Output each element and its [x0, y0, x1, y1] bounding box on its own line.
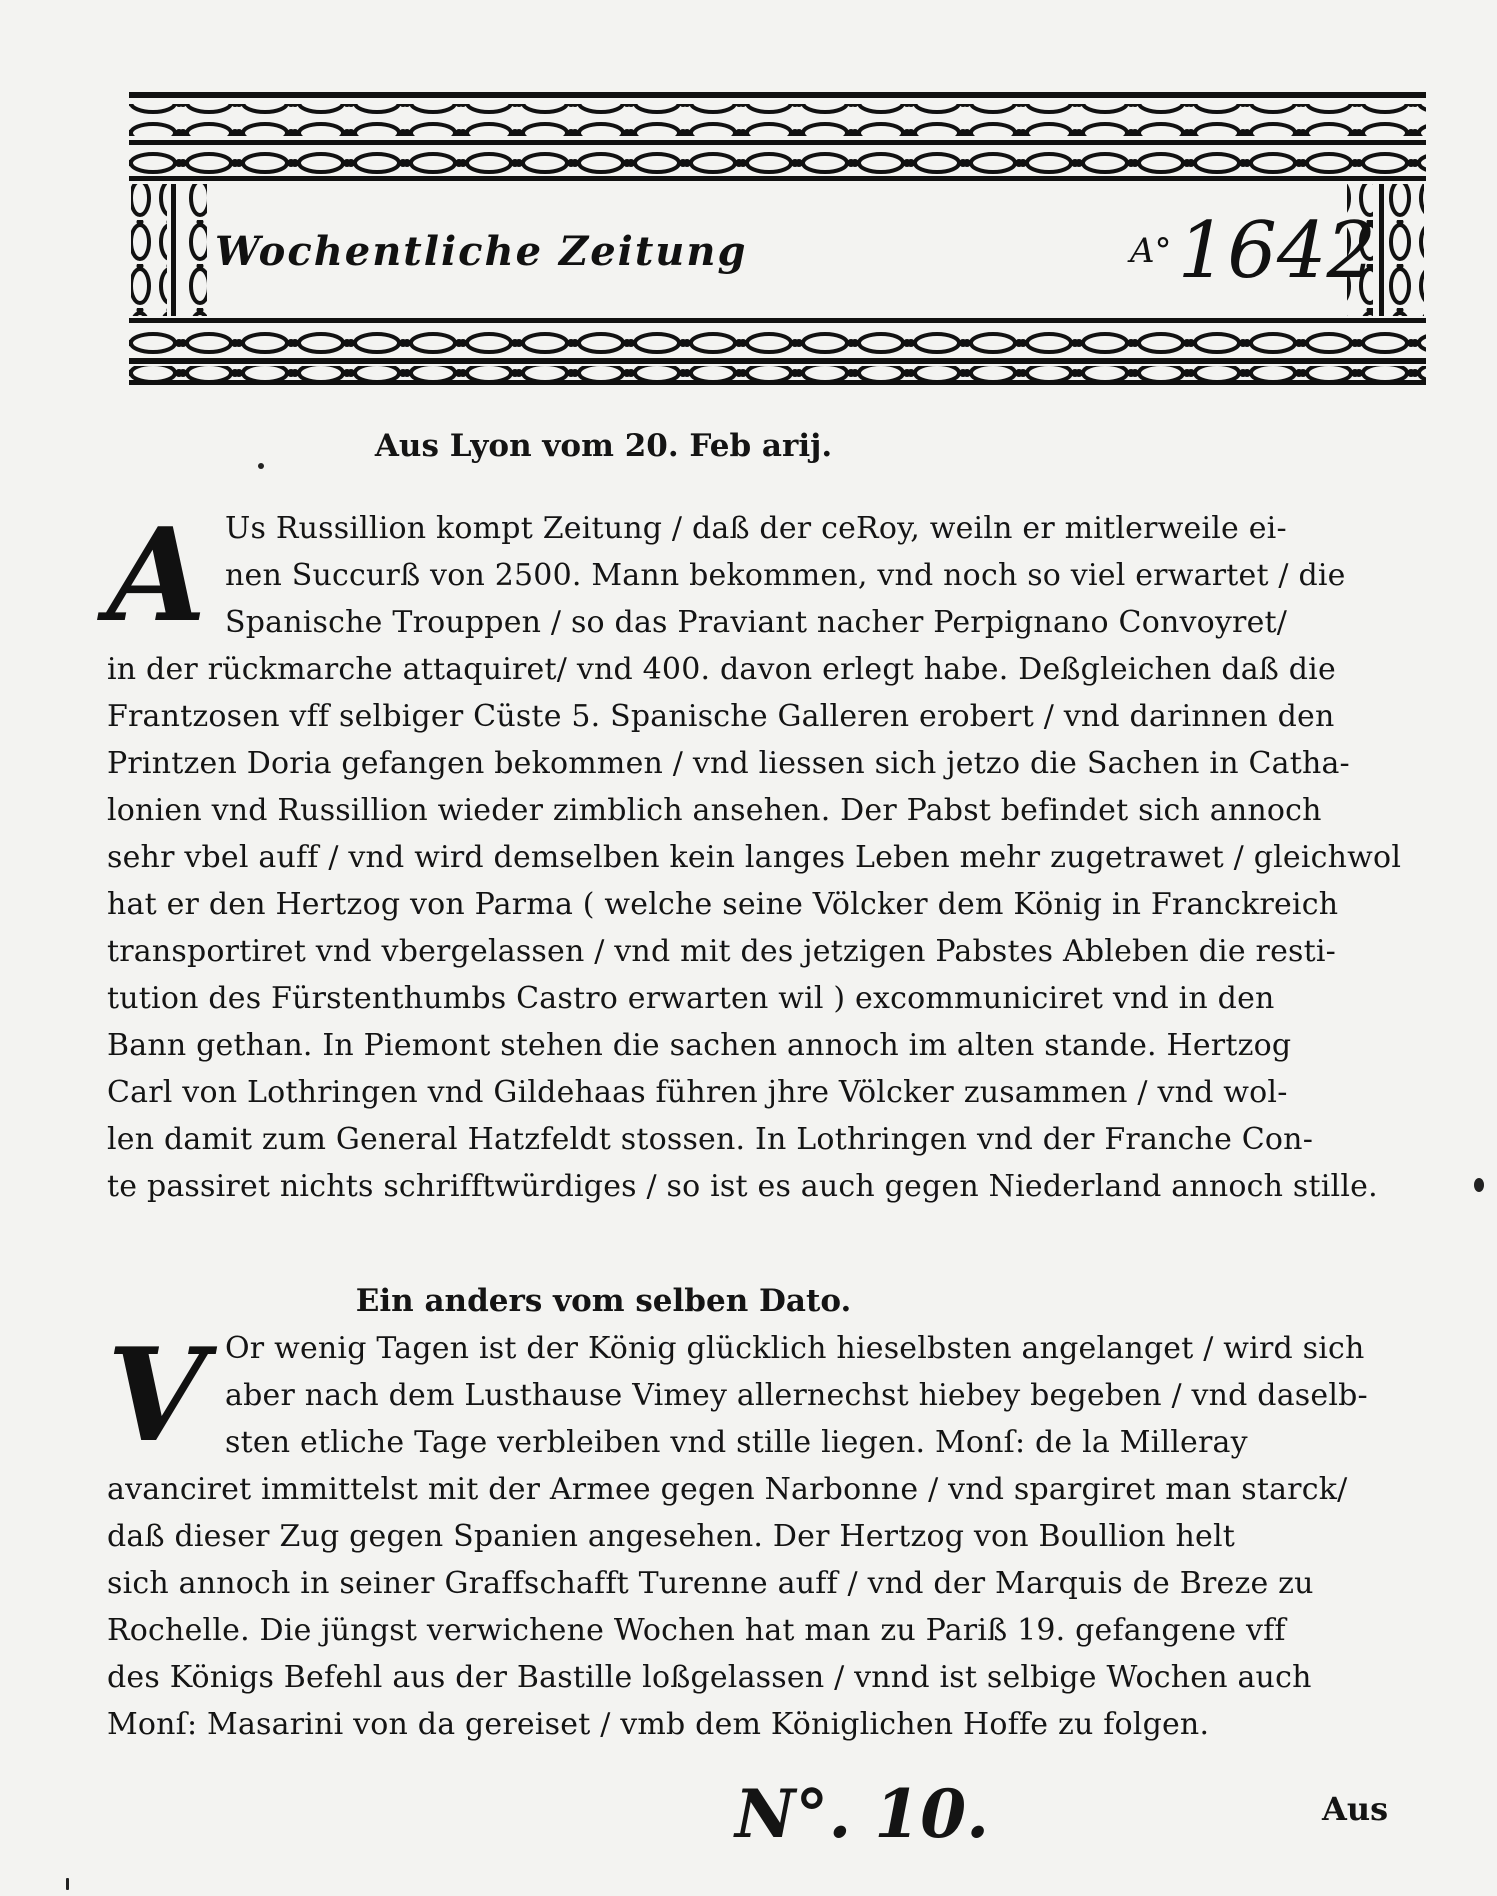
text-line: tution des Fürstenthumbs Castro erwarten wil ) excommuniciret vnd in den [107, 981, 1275, 1016]
text-line: nen Succurß von 2500. Mann bekommen, vnd noch so viel erwartet / die [225, 558, 1346, 593]
text-line: des Königs Befehl aus der Bastille loßgelassen / vnnd ist selbige Wochen auch [107, 1660, 1312, 1695]
ink-speck [1474, 1178, 1484, 1192]
dateline-second: Ein anders vom selben Dato. [355, 1283, 852, 1319]
text-line: te passiret nichts schrifftwürdiges / so ist es auch gegen Niederland annoch stille. [107, 1169, 1378, 1204]
text-line: Rochelle. Die jüngst verwichene Wochen hat man zu Pariß 19. gefangene vff [107, 1613, 1286, 1648]
masthead-title: Wochentliche Zeitung [215, 227, 748, 275]
text-line: Carl von Lothringen vnd Gildehaas führen jhre Völcker zusammen / vnd wol- [107, 1075, 1288, 1110]
text-line: hat er den Hertzog von Parma ( welche seine Völcker dem König in Franckreich [107, 887, 1339, 922]
ink-speck [66, 1878, 69, 1890]
text-line: Or wenig Tagen ist der König glücklich hieselbsten angelanget / wird sich [225, 1331, 1365, 1366]
text-line: Bann gethan. In Piemont stehen die sachen annoch im alten stande. Hertzog [107, 1028, 1292, 1063]
text-line: transportiret vnd vbergelassen / vnd mit des jetzigen Pabstes Ableben die resti- [107, 934, 1337, 969]
text-line: lonien vnd Russillion wieder zimblich ansehen. Der Pabst befindet sich annoch [107, 793, 1322, 828]
text-line: aber nach dem Lusthause Vimey allernechst hiebey begeben / vnd daselb- [225, 1378, 1368, 1413]
masthead-year: 1642 [1177, 206, 1377, 296]
dateline-lyon: Aus Lyon vom 20. Feb arij. [374, 428, 833, 464]
drop-cap: V [107, 1321, 207, 1471]
text-line: len damit zum General Hatzfeldt stossen. In Lothringen vnd der Franche Con- [107, 1122, 1314, 1157]
masthead-year-block [1130, 184, 1377, 318]
text-line: sten etliche Tage verbleiben vnd stille liegen. Monſ: de la Milleray [225, 1425, 1248, 1460]
catchword: Aus [1322, 1790, 1389, 1828]
text-line: sehr vbel auff / vnd wird demselben kein langes Leben mehr zugetrawet / gleichwol [107, 840, 1402, 875]
text-line: in der rückmarche attaquiret/ vnd 400. davon erlegt habe. Deßgleichen daß die [107, 652, 1336, 687]
text-line: Monſ: Masarini von da gereiset / vmb dem Königlichen Hoffe zu folgen. [107, 1707, 1210, 1742]
issue-number: N°. 10. [735, 1775, 990, 1853]
ink-speck [258, 463, 264, 469]
text-line: Spanische Trouppen / so das Praviant nacher Perpignano Convoyret/ [225, 605, 1288, 640]
text-line: avanciret immittelst mit der Armee gegen Narbonne / vnd spargiret man starck/ [107, 1472, 1348, 1507]
masthead [125, 88, 1430, 388]
text-line: Printzen Doria gefangen bekommen / vnd liessen sich jetzo die Sachen in Catha- [107, 746, 1350, 781]
anno-mark: A° [1130, 231, 1172, 271]
text-line: Frantzosen vff selbiger Cüste 5. Spanische Galleren erobert / vnd darinnen den [107, 699, 1335, 734]
drop-cap: A [107, 501, 207, 651]
text-line: Us Russillion kompt Zeitung / daß der ceRoy, weiln er mitlerweile ei- [225, 511, 1287, 546]
text-line: sich annoch in seiner Graffschafft Turenne auff / vnd der Marquis de Breze zu [107, 1566, 1314, 1601]
text-line: daß dieser Zug gegen Spanien angesehen. Der Hertzog von Boullion helt [107, 1519, 1236, 1554]
